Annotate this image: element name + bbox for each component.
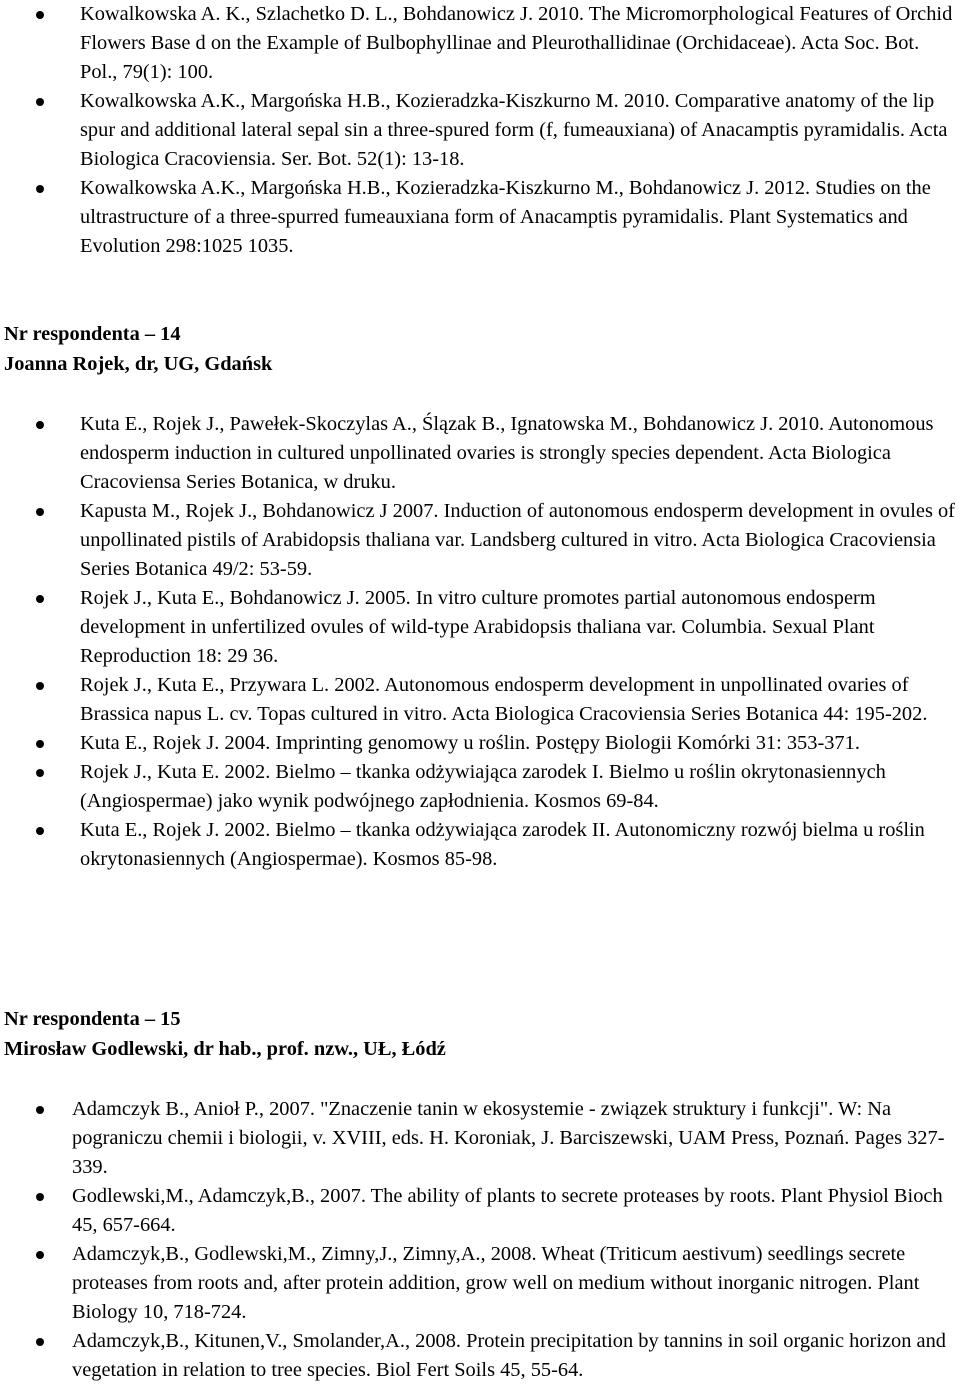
reference-text: Kowalkowska A.K., Margońska H.B., Kozieradzka-Kiszkurno M. 2010. Comparative anatomy of the lip spur and additional lateral sepal sin a three-spured form (f, fumeauxiana) of Anacamptis pyramidalis. Acta Biologica Cracoviensia. Ser. Bot. 52(1): 13-18. <box>80 90 948 170</box>
reference-text: Rojek J., Kuta E., Bohdanowicz J. 2005. In vitro culture promotes partial autonomous endosperm development in unfertilized ovules of wild-type Arabidopsis thaliana var. Columbia. Sexual Plant Reproduction 18: 29 36. <box>80 587 876 667</box>
reference-list <box>0 410 960 874</box>
reference-text: Godlewski,M., Adamczyk,B., 2007. The ability of plants to secrete proteases by roots. Plant Physiol Bioch 45, 657-664. <box>72 1185 943 1236</box>
bullet-icon <box>36 1193 44 1201</box>
reference-item <box>0 816 960 874</box>
reference-text: Kowalkowska A. K., Szlachetko D. L., Bohdanowicz J. 2010. The Micromorphological Features of Orchid Flowers Base d on the Example of Bulbophyllinae and Pleurothallidinae (Orchidaceae). Acta Soc. Bot. Pol., 79(1): 100. <box>80 3 953 83</box>
respondent-number-heading: Nr respondenta – 14 <box>4 323 181 345</box>
respondent-name-heading: Mirosław Godlewski, dr hab., prof. nzw., UŁ, Łódź <box>4 1038 446 1060</box>
reference-list-respondent-14 <box>0 410 960 874</box>
reference-item <box>0 87 960 174</box>
bullet-icon <box>36 421 44 429</box>
reference-item <box>0 410 960 497</box>
reference-text: Adamczyk,B., Godlewski,M., Zimny,J., Zimny,A., 2008. Wheat (Triticum aestivum) seedlings secrete proteases from roots and, after protein addition, grow well on medium without inorganic nitrogen. Plant Biology 10, 718-724. <box>72 1243 920 1323</box>
bullet-icon <box>36 1338 44 1346</box>
bullet-icon <box>36 682 44 690</box>
reference-text: Kuta E., Rojek J., Pawełek-Skoczylas A., Ślązak B., Ignatowska M., Bohdanowicz J. 2010. Autonomous endosperm induction in cultured unpollinated ovaries is strongly species dependent. Acta Biologica Cracoviensa Series Botanica, w druku. <box>80 413 934 493</box>
bullet-icon <box>36 508 44 516</box>
bullet-icon <box>36 1106 44 1114</box>
reference-text: Rojek J., Kuta E. 2002. Bielmo – tkanka odżywiająca zarodek I. Bielmo u roślin okrytonasiennych (Angiospermae) jako wynik podwójnego zapłodnienia. Kosmos 69-84. <box>80 761 886 812</box>
reference-item <box>0 758 960 816</box>
reference-text: Rojek J., Kuta E., Przywara L. 2002. Autonomous endosperm development in unpollinated ovaries of Brassica napus L. cv. Topas cultured in vitro. Acta Biologica Cracoviensia Series Botanica 44: 195-202. <box>80 674 928 725</box>
bullet-icon <box>36 185 44 193</box>
reference-item <box>0 1240 960 1327</box>
bullet-icon <box>36 98 44 106</box>
reference-item <box>0 0 960 87</box>
reference-item <box>0 671 960 729</box>
reference-item <box>0 174 960 261</box>
reference-list <box>0 0 960 261</box>
bullet-icon <box>36 1251 44 1259</box>
reference-text: Kowalkowska A.K., Margońska H.B., Kozieradzka-Kiszkurno M., Bohdanowicz J. 2012. Studies on the ultrastructure of a three-spurred fumeauxiana form of Anacamptis pyramidalis. Plant Systematics and Evolution 298:1025 1035. <box>80 177 931 257</box>
reference-text: Kuta E., Rojek J. 2002. Bielmo – tkanka odżywiająca zarodek II. Autonomiczny rozwój bielma u roślin okrytonasiennych (Angiospermae). Kosmos 85-98. <box>80 819 925 870</box>
reference-item <box>0 584 960 671</box>
reference-text: Kapusta M., Rojek J., Bohdanowicz J 2007. Induction of autonomous endosperm development in ovules of unpollinated pistils of Arabidopsis thaliana var. Landsberg cultured in vitro. Acta Biologica Cracoviensia Series Botanica 49/2: 53-59. <box>80 500 955 580</box>
bullet-icon <box>36 595 44 603</box>
bullet-icon <box>36 740 44 748</box>
respondent-name-heading: Joanna Rojek, dr, UG, Gdańsk <box>4 353 273 375</box>
reference-item <box>0 729 960 758</box>
reference-text: Adamczyk B., Anioł P., 2007. "Znaczenie tanin w ekosystemie - związek struktury i funkcji". W: Na pograniczu chemii i biologii, v. XVIII, eds. H. Koroniak, J. Barciszewski, UAM Press, Poznań. Pages 327-339. <box>72 1098 945 1178</box>
reference-item <box>0 1182 960 1240</box>
reference-text: Adamczyk,B., Kitunen,V., Smolander,A., 2008. Protein precipitation by tannins in soil organic horizon and vegetation in relation to tree species. Biol Fert Soils 45, 55-64. <box>72 1330 946 1381</box>
bullet-icon <box>36 769 44 777</box>
reference-item <box>0 1327 960 1385</box>
bullet-icon <box>36 827 44 835</box>
reference-item <box>0 1095 960 1182</box>
reference-item <box>0 497 960 584</box>
reference-list-respondent-15 <box>0 1095 960 1385</box>
reference-text: Kuta E., Rojek J. 2004. Imprinting genomowy u roślin. Postępy Biologii Komórki 31: 353-371. <box>80 732 860 754</box>
reference-list-top <box>0 0 960 261</box>
bullet-icon <box>36 11 44 19</box>
respondent-number-heading: Nr respondenta – 15 <box>4 1008 181 1030</box>
reference-list <box>0 1095 960 1385</box>
